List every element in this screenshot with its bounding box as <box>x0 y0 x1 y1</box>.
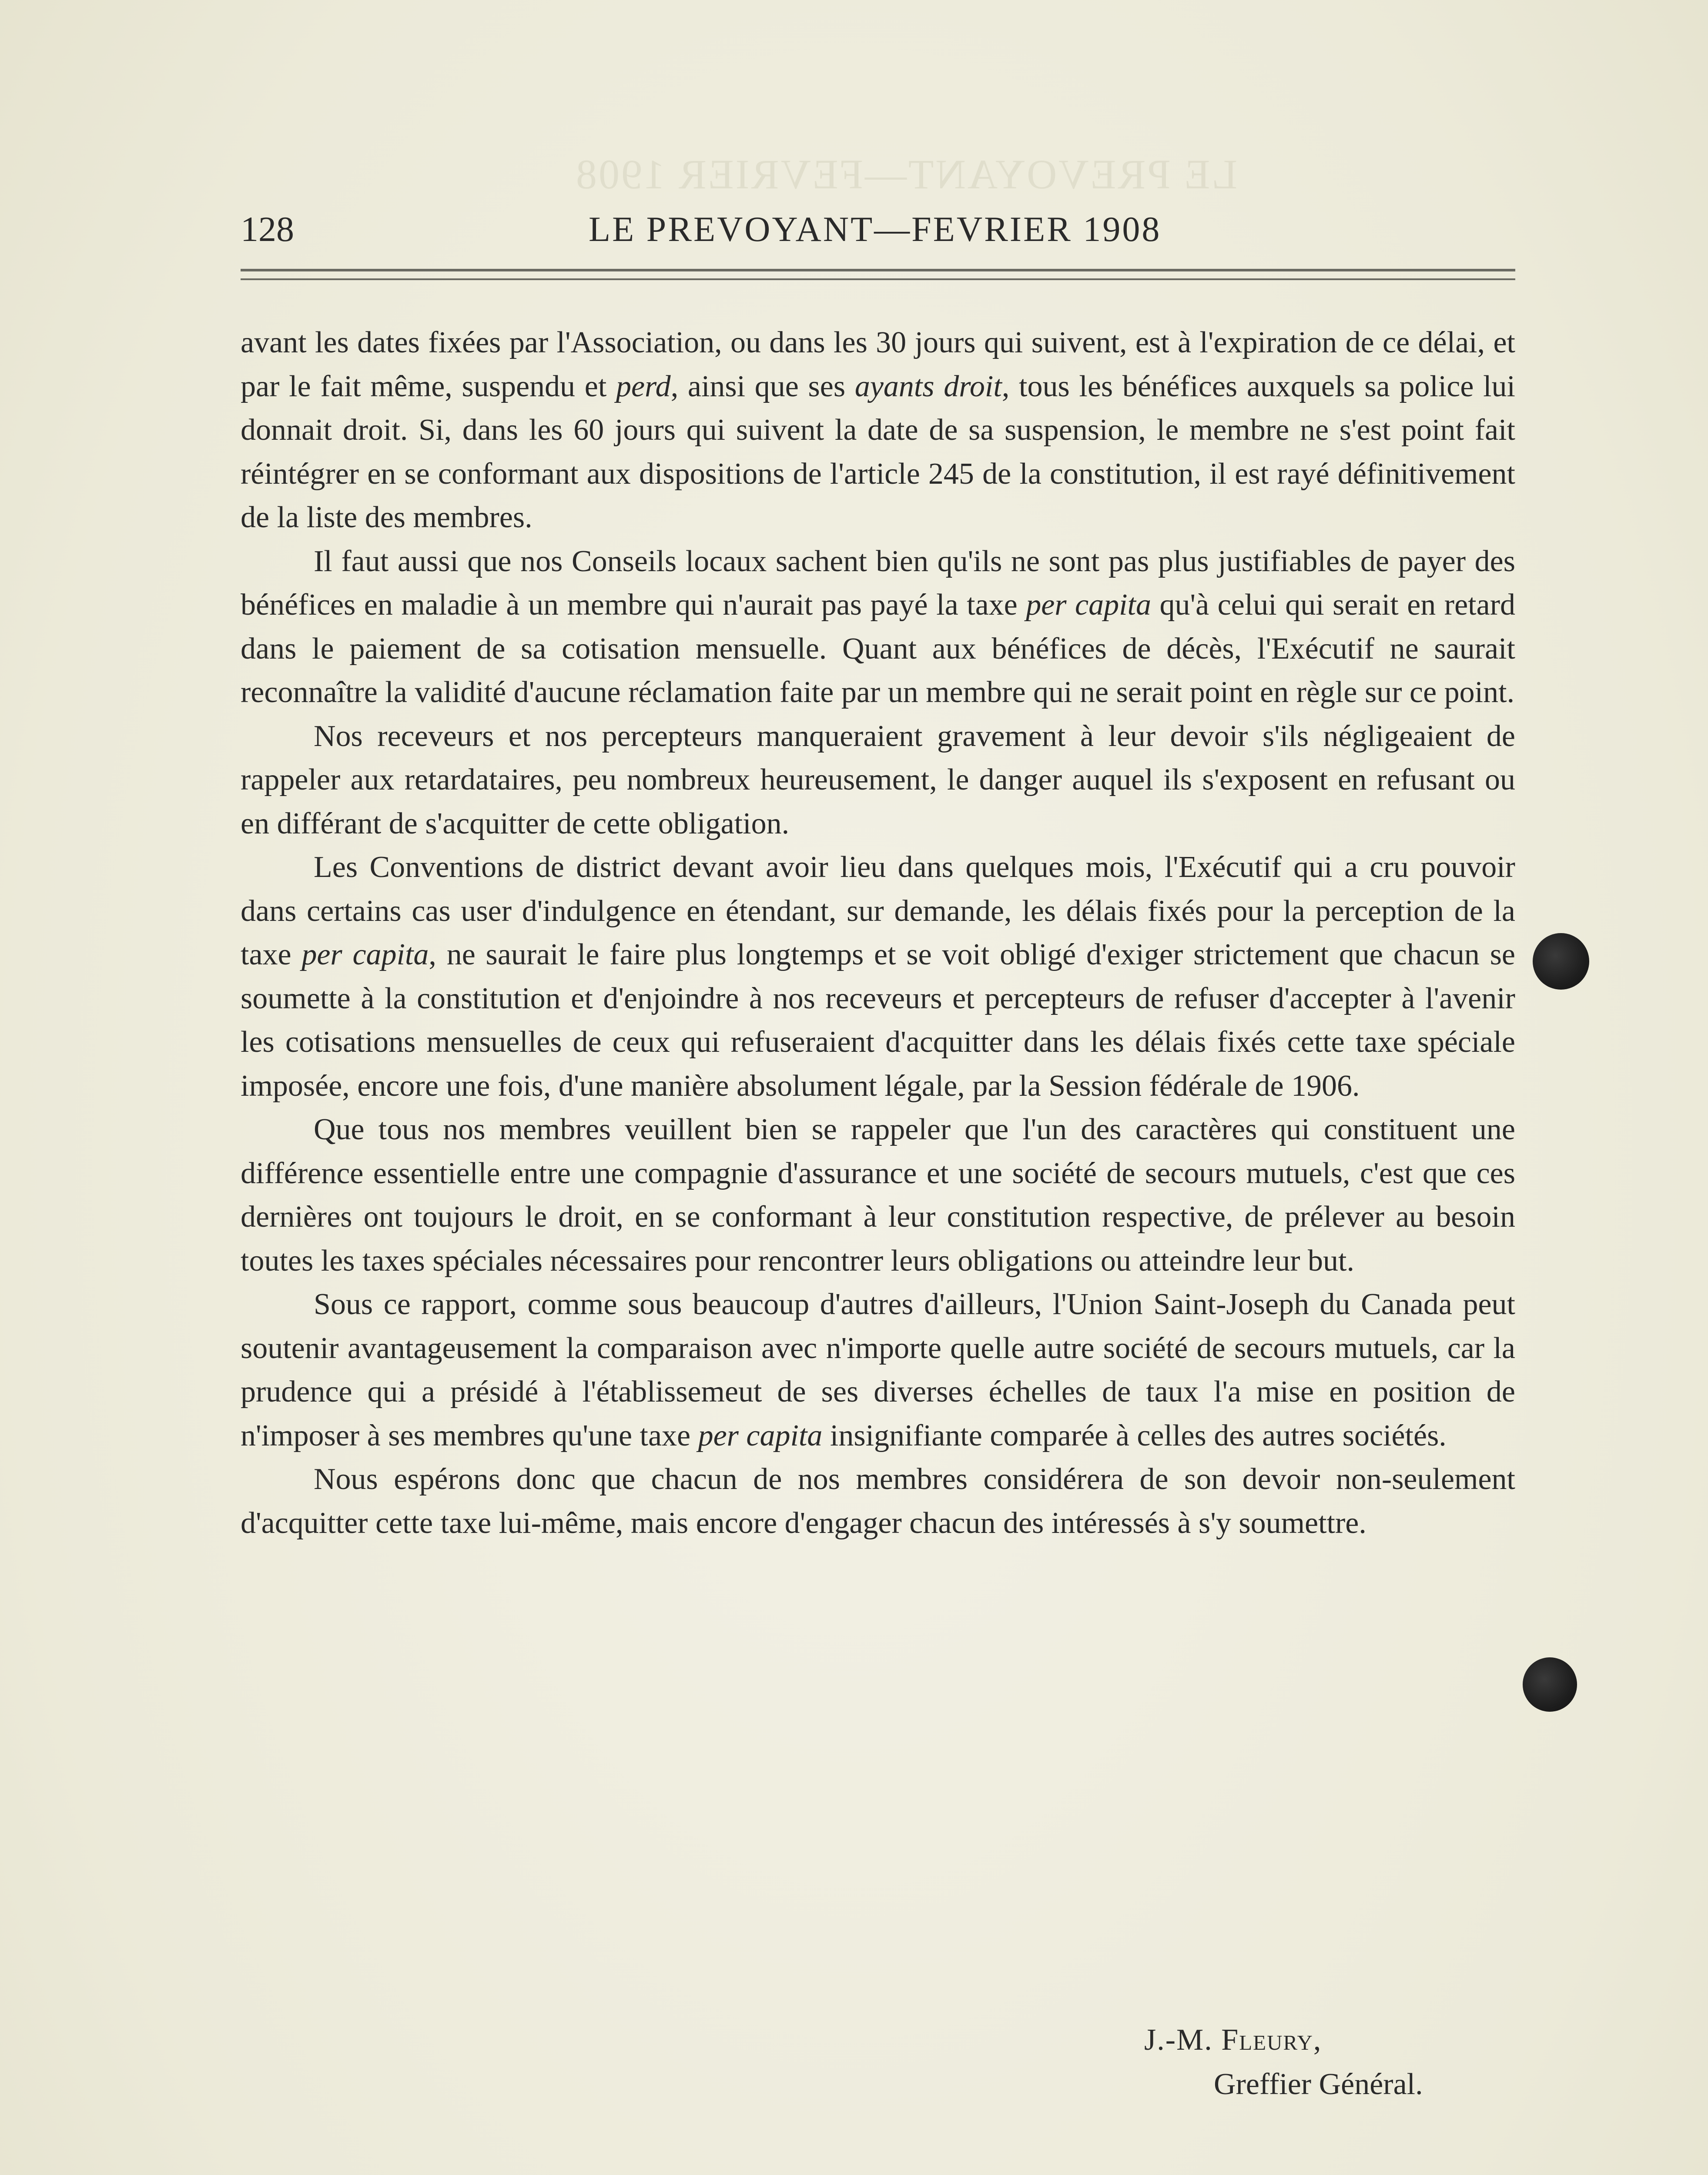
page-header <box>241 200 1515 252</box>
text-run: avant les dates fixées par l'Association, ou dans les 30 jours qui suivent, est à l'expiration de ce délai, et par le fait même, suspendu et <box>241 326 1515 403</box>
text-run: Nous espérons donc que chacun de nos membres considérera de son devoir non-seulement d'acquitter cette taxe lui-même, mais encore d'engager chacun des intéressés à s'y soumettre. <box>241 1462 1515 1540</box>
paragraph <box>241 1283 1515 1458</box>
text-run: insignifiante comparée à celles des autres sociétés. <box>822 1419 1447 1452</box>
bleed-through-header: LE PREVOYANT—FEVRIER 1908 <box>574 151 1238 197</box>
text-run: , tous les bénéfices auxquels sa police lui donnait droit. Si, dans les 60 jours qui suivent la date de sa suspension, le membre ne s'est point fait réintégrer en se conformant aux dispositions de l'article 245 de la constitution, il est rayé définitivement de la liste des membres. <box>241 369 1515 534</box>
paragraph <box>241 540 1515 715</box>
text-run: Nos receveurs et nos percepteurs manqueraient gravement à leur devoir s'ils négligeaient de rappeler aux retardataires, peu nombreux heureusement, le danger auquel ils s'exposent en refusant ou en différant de s'acquitter de cette obligation. <box>241 719 1515 840</box>
signature-title: Greffier Général. <box>1214 2068 1423 2101</box>
text-run: Que tous nos membres veuillent bien se rappeler que l'un des caractères qui constituent une différence essentielle entre une compagnie d'assurance et une société de secours mutuels, c'est que ces dernières ont toujours le droit, en se conformant à leur constitution respective, de prélever au besoin toutes les taxes spéciales nécessaires pour rencontrer leurs obligations ou atteindre leur but. <box>241 1113 1515 1278</box>
italic-text: ayants droit <box>854 369 1002 403</box>
italic-text: perd <box>616 369 671 403</box>
article-body <box>241 321 1515 1545</box>
text-run: , ne saurait le faire plus longtemps et se voit obligé d'exiger strictement que chacun se soumette à la constitution et d'enjoindre à nos receveurs et percepteurs de refuser d'accepter à l'avenir les cotisations mensuelles de ceux qui refuseraient d'acquitter dans les délais fixés cette taxe spéciale imposée, encore une fois, d'une manière absolument légale, par la Session fédérale de 1906. <box>241 938 1516 1103</box>
signature-name: J.-M. Fleury, <box>1144 2023 1322 2057</box>
italic-text: per capita <box>1026 588 1151 622</box>
text-run: Les Conventions de district devant avoir lieu dans quelques mois, l'Exécutif qui a cru pouvoir dans certains cas user d'indulgence en étendant, sur demande, les délais fixés pour la perception de la taxe <box>241 850 1515 971</box>
italic-text: per capita <box>698 1419 823 1452</box>
text-run: Il faut aussi que nos Conseils locaux sachent bien qu'ils ne sont pas plus justifiables de payer des bénéfices en maladie à un membre qui n'aurait pas payé la taxe <box>241 544 1515 622</box>
punch-hole <box>1523 1657 1577 1712</box>
header-rule-bottom <box>241 278 1515 280</box>
punch-hole <box>1533 933 1589 990</box>
paragraph <box>241 846 1515 1108</box>
text-run: Sous ce rapport, comme sous beaucoup d'autres d'ailleurs, l'Union Saint-Joseph du Canada peut soutenir avantageusement la comparaison avec n'importe quelle autre société de secours mutuels, car la prudence qui a présidé à l'établissemeut de ses diverses échelles de taux l'a mise en position de n'imposer à ses membres qu'une taxe <box>241 1288 1515 1452</box>
italic-text: per capita <box>301 938 429 971</box>
running-title: LE PREVOYANT—FEVRIER 1908 <box>589 209 1162 249</box>
header-rule-top <box>241 269 1515 271</box>
paragraph <box>241 1108 1515 1283</box>
paragraph <box>241 321 1515 540</box>
text-run: qu'à celui qui serait en retard dans le paiement de sa cotisation mensuelle. Quant aux bénéfices de décès, l'Exécutif ne saurait reconnaître la validité d'aucune réclamation faite par un membre qui ne serait point en règle sur ce point. <box>241 588 1515 709</box>
paragraph <box>241 1458 1515 1545</box>
page-number: 128 <box>241 209 294 249</box>
paragraph <box>241 715 1515 846</box>
text-run: , ainsi que ses <box>670 369 855 403</box>
